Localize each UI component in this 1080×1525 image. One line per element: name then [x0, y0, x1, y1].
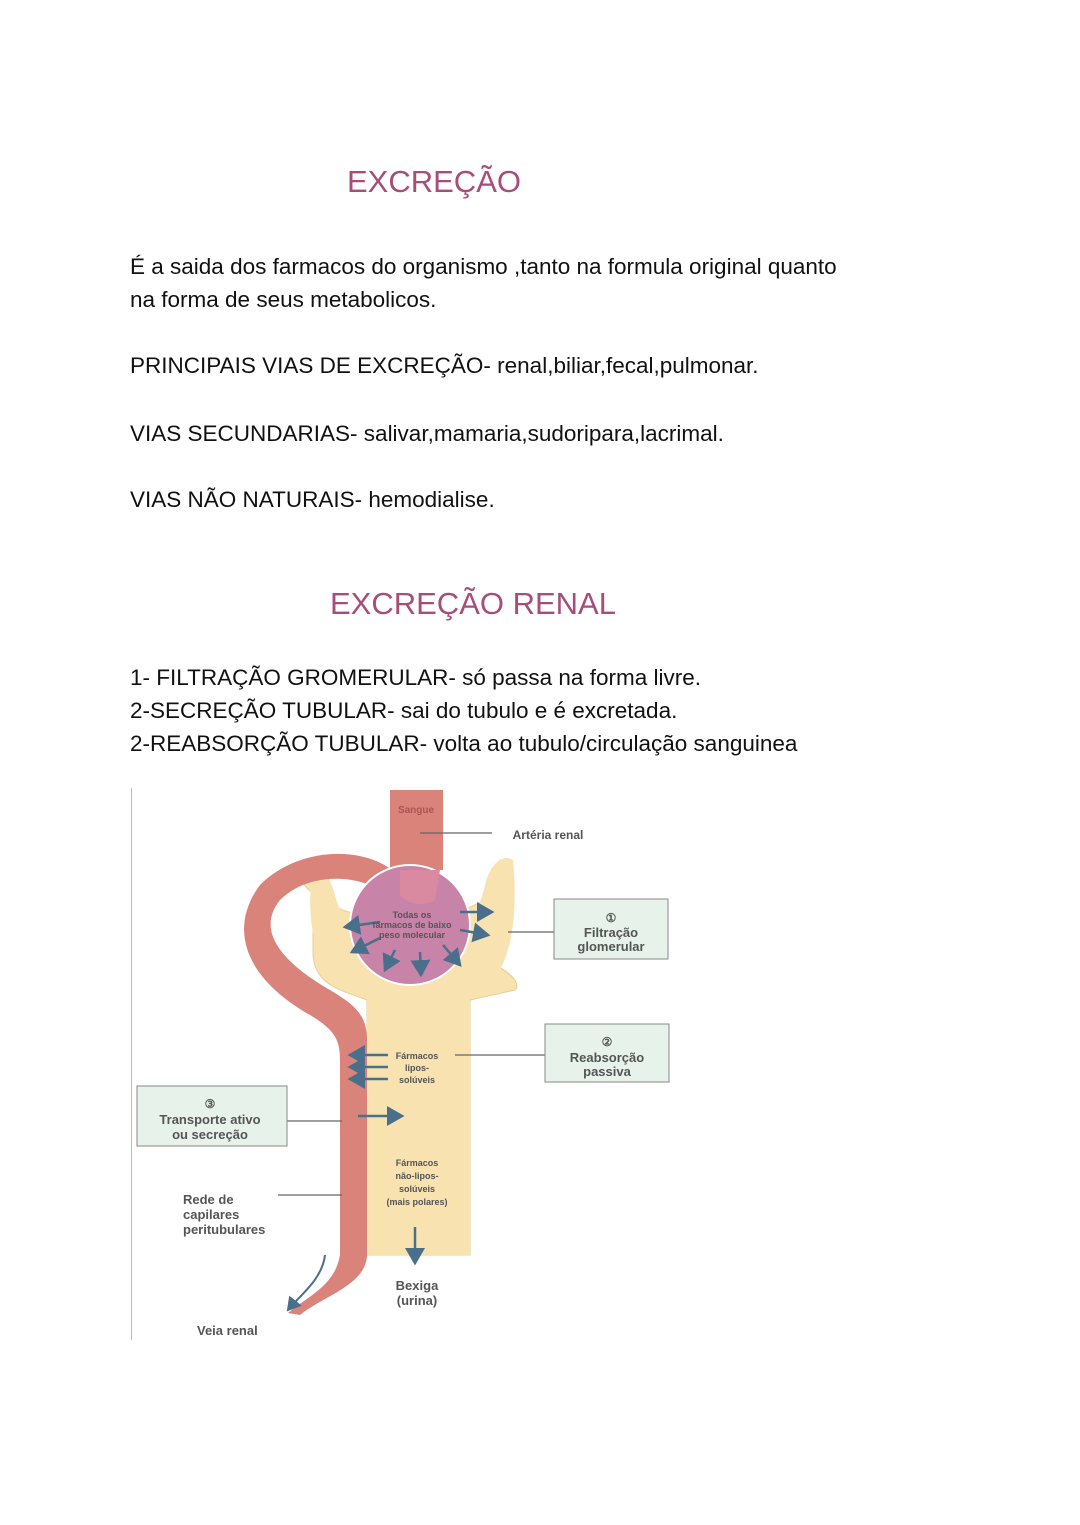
label-rede-1: Rede de: [183, 1192, 234, 1207]
label-nlipo-1: Fármacos: [395, 1158, 439, 1168]
label-nlipo-2: não-lipos-: [395, 1171, 439, 1181]
vias-nao-naturais: VIAS NÃO NATURAIS- hemodialise.: [130, 487, 495, 512]
label-glom-1: Todas os: [392, 910, 432, 920]
renal-item-1: 1- FILTRAÇÃO GROMERULAR- só passa na forma livre.: [130, 665, 701, 690]
label-lipo-1: Fármacos: [395, 1051, 439, 1061]
label-rede-2: capilares: [183, 1207, 240, 1222]
label-sangue: Sangue: [397, 805, 435, 816]
vias-secundarias: VIAS SECUNDARIAS- salivar,mamaria,sudoripara,lacrimal.: [130, 421, 724, 446]
principais-vias: PRINCIPAIS VIAS DE EXCREÇÃO- renal,biliar,fecal,pulmonar.: [130, 353, 759, 378]
box2-line1: Reabsorção: [569, 1050, 645, 1065]
label-lipo-3: solúveis: [398, 1075, 436, 1085]
label-rede-3: peritubulares: [183, 1222, 266, 1237]
label-nlipo-3: solúveis: [398, 1184, 436, 1194]
box2-number: ②: [601, 1035, 613, 1049]
label-lipo-2: lipos-: [405, 1063, 429, 1073]
label-bexiga-2: (urina): [396, 1293, 438, 1308]
box2-line2: passiva: [583, 1064, 631, 1079]
box3-number: ③: [204, 1097, 216, 1111]
definition-line-2: na forma de seus metabolicos.: [130, 287, 437, 312]
label-nlipo-4: (mais polares): [386, 1197, 448, 1207]
definition-line-1: É a saida dos farmacos do organismo ,tanto na formula original quanto: [130, 254, 837, 279]
renal-item-2: 2-SECREÇÃO TUBULAR- sai do tubulo e é excretada.: [130, 698, 678, 723]
renal-artery: [390, 790, 443, 870]
renal-item-3: 2-REABSORÇÃO TUBULAR- volta ao tubulo/circulação sanguinea: [130, 731, 798, 756]
label-veia-renal: Veia renal: [197, 1323, 258, 1338]
box1-number: ①: [605, 911, 617, 925]
section-title-excrecao: EXCREÇÃO: [347, 164, 521, 199]
box1-line1: Filtração: [583, 925, 639, 940]
box3-line2: ou secreção: [172, 1127, 248, 1142]
box1-line2: glomerular: [577, 939, 645, 954]
label-glom-3: peso molecular: [378, 930, 446, 940]
nephron-diagram: [130, 785, 680, 1345]
box3-line1: Transporte ativo: [159, 1112, 261, 1127]
label-glom-2: fármacos de baixo: [372, 920, 452, 930]
label-arteria-renal: Artéria renal: [512, 828, 584, 842]
label-bexiga-1: Bexiga: [395, 1278, 439, 1293]
section-title-excrecao-renal: EXCREÇÃO RENAL: [330, 586, 616, 621]
